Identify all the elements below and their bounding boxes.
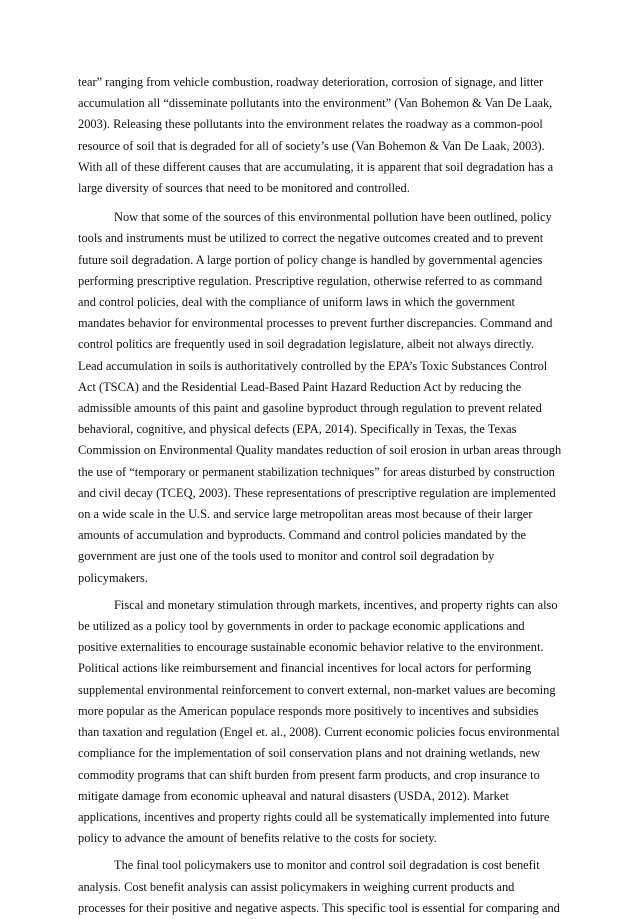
text-line: Fiscal and monetary stimulation through markets, incentives, and property rights can also xyxy=(114,597,558,612)
text-line: Lead accumulation in soils is authoritatively controlled by the EPA’s Toxic Substances Control xyxy=(78,358,548,373)
paragraph-3 xyxy=(78,595,568,849)
text-line: future soil degradation. A large portion of policy change is handled by governmental agencies xyxy=(78,252,543,267)
text-line: be utilized as a policy tool by governments in order to package economic applications and xyxy=(78,619,525,634)
text-line: supplemental environmental reinforcement to convert external, non-market values are becoming xyxy=(78,682,556,697)
text-line: Political actions like reimbursement and financial incentives for local actors for performing xyxy=(78,661,532,676)
text-line: government are just one of the tools used to monitor and control soil degradation by xyxy=(78,549,495,564)
paragraph-4 xyxy=(78,855,568,919)
text-line: performing prescriptive regulation. Prescriptive regulation, otherwise referred to as command xyxy=(78,273,543,288)
text-line: more popular as the American populace responds more positively to incentives and subsidies xyxy=(78,703,539,718)
text-line: and control policies, deal with the compliance of uniform laws in which the government xyxy=(78,295,515,310)
text-line: processes for their positive and negative aspects. This specific tool is essential for comparing and xyxy=(78,900,560,915)
text-line: mitigate damage from economic upheaval and natural disasters (USDA, 2012). Market xyxy=(78,788,509,803)
text-line: amounts of accumulation and byproducts. Command and control policies mandated by the xyxy=(78,528,527,543)
text-line: Now that some of the sources of this environmental pollution have been outlined, policy xyxy=(114,210,552,225)
text-line: policymakers. xyxy=(78,570,148,585)
text-line: The final tool policymakers use to monitor and control soil degradation is cost benefit xyxy=(114,858,540,873)
text-line: behavioral, cognitive, and physical defects (EPA, 2014). Specifically in Texas, the Texas xyxy=(78,422,517,437)
text-line: policy to advance the amount of benefits relative to the costs for society. xyxy=(78,831,437,846)
text-line: 2003). Releasing these pollutants into the environment relates the roadway as a common-pool xyxy=(78,117,543,132)
text-line: With all of these different causes that are accumulating, it is apparent that soil degradation has a xyxy=(78,159,554,174)
text-line: on a wide scale in the U.S. and service large metropolitan areas most because of their larger xyxy=(78,507,533,522)
text-line: resource of soil that is degraded for all of society’s use (Van Bohemon & Van De Laak, 2003). xyxy=(78,138,545,153)
text-line: tools and instruments must be utilized to correct the negative outcomes created and to prevent xyxy=(78,231,544,246)
text-line: positive externalities to encourage sustainable economic behavior relative to the environment. xyxy=(78,640,544,655)
text-line: compliance for the implementation of soil conservation plans and not draining wetlands, new xyxy=(78,746,541,761)
text-line: the use of “temporary or permanent stabilization techniques” for areas disturbed by construction xyxy=(78,464,555,479)
text-line: applications, incentives and property rights could all be systematically implemented into future xyxy=(78,809,550,824)
text-line: accumulation all “disseminate pollutants into the environment” (Van Bohemon & Van De Laak, xyxy=(78,96,553,111)
text-line: and civil decay (TCEQ, 2003). These representations of prescriptive regulation are implemented xyxy=(78,485,556,500)
text-line: commodity programs that can shift burden from present farm products, and crop insurance to xyxy=(78,767,540,782)
text-line: than taxation and regulation (Engel et. al., 2008). Current economic policies focus environmental xyxy=(78,725,560,740)
paragraph-2 xyxy=(78,207,568,589)
paragraph-1 xyxy=(78,72,568,199)
text-line: Commission on Environmental Quality mandates reduction of soil erosion in urban areas through xyxy=(78,443,562,458)
text-line: large diversity of sources that need to be monitored and controlled. xyxy=(78,181,410,196)
text-line: mandates behavior for environmental processes to prevent further discrepancies. Command and xyxy=(78,316,553,331)
text-line: admissible amounts of this paint and gasoline byproduct through regulation to prevent related xyxy=(78,401,542,416)
text-line: analysis. Cost benefit analysis can assist policymakers in weighing current products and xyxy=(78,879,515,894)
text-line: Act (TSCA) and the Residential Lead-Based Paint Hazard Reduction Act by reducing the xyxy=(78,379,522,394)
text-line: control politics are frequently used in soil degradation legislature, albeit not always directly. xyxy=(78,337,535,352)
text-line: tear” ranging from vehicle combustion, roadway deterioration, corrosion of signage, and litter xyxy=(78,75,544,89)
